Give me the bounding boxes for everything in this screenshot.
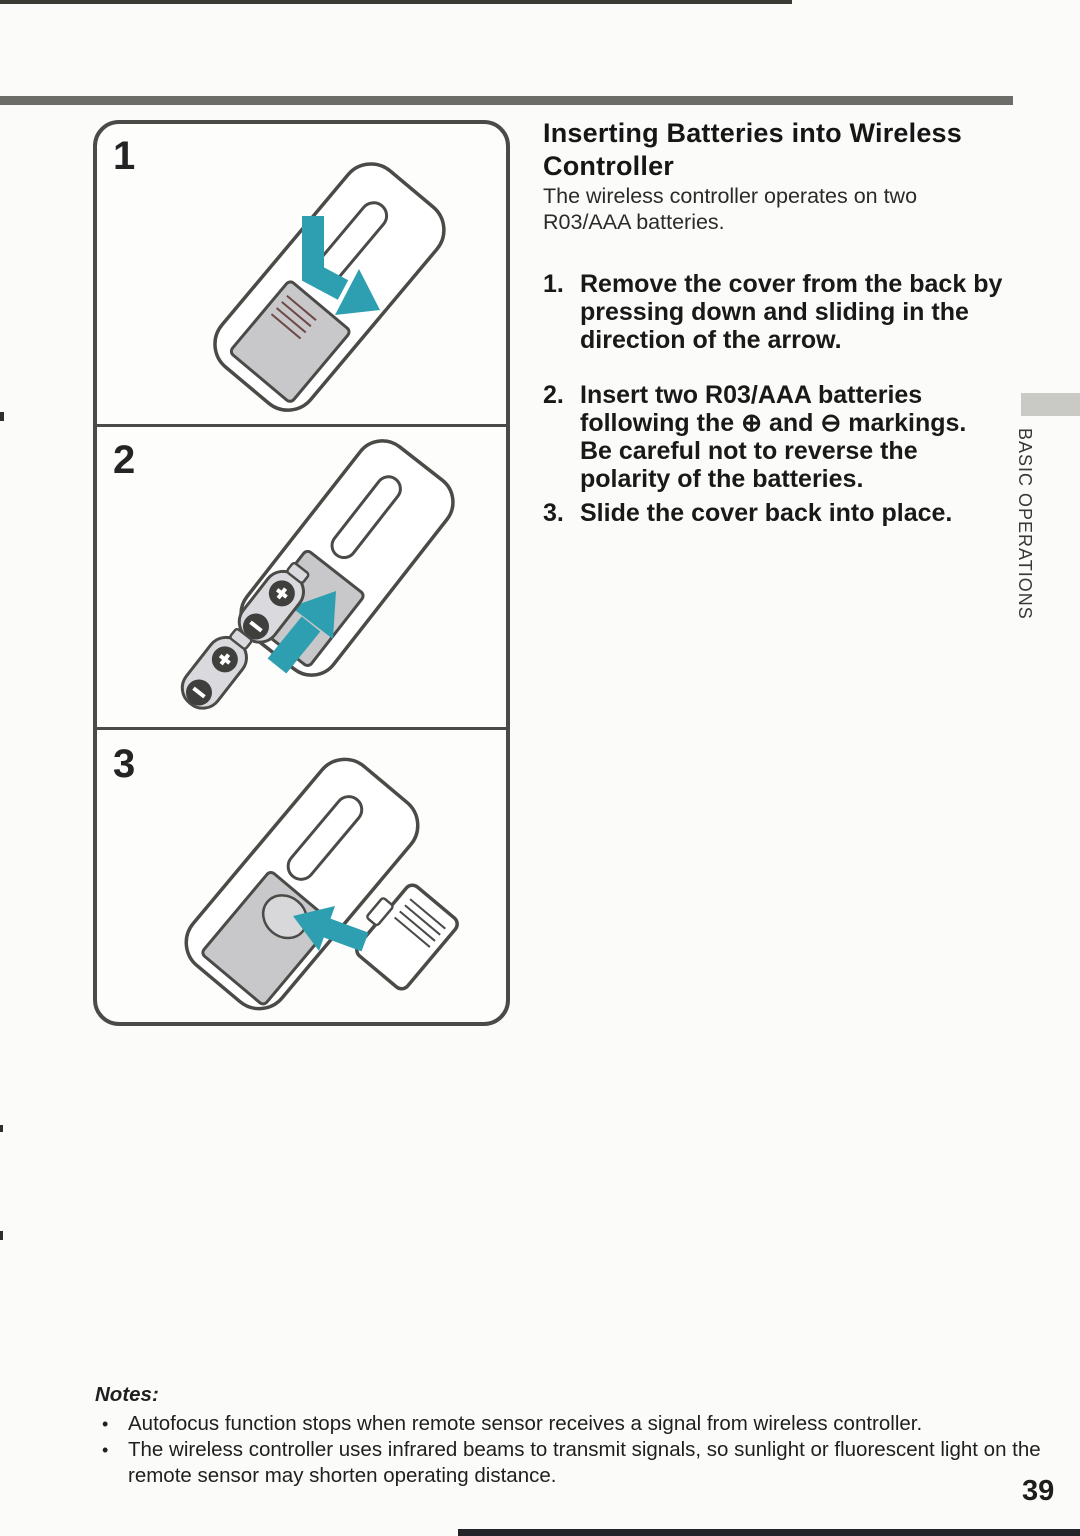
step-text-line: Remove the cover from the back by (580, 270, 1003, 298)
note-text-line: Autofocus function stops when remote sensor receives a signal from wireless controller. (128, 1412, 923, 1435)
figure-panel-frame (93, 120, 510, 1026)
scan-artifact-top (0, 0, 792, 4)
step-number: 3. (543, 499, 564, 527)
note-item (95, 1437, 1041, 1489)
instruction-step-2 (543, 381, 966, 493)
section-title-line: Inserting Batteries into Wireless (543, 118, 962, 148)
battery-icon (175, 622, 261, 716)
figure-number-3: 3 (113, 742, 136, 786)
note-item (95, 1411, 995, 1437)
figure-number-1: 1 (113, 134, 136, 178)
step-text-line: Insert two R03/AAA batteries (580, 381, 923, 409)
step-text-line: Slide the cover back into place. (580, 499, 953, 527)
bullet-icon: • (102, 1414, 109, 1434)
section-intro-line: The wireless controller operates on two (543, 184, 918, 208)
scan-speck (0, 1125, 3, 1132)
scan-artifact-bottom (458, 1529, 1080, 1536)
step-text-line: following the ⊕ and ⊖ markings. (580, 409, 967, 437)
panel-divider (97, 424, 506, 427)
step-text (580, 381, 966, 493)
scan-speck (0, 1231, 3, 1240)
instruction-step-3 (543, 499, 952, 527)
note-text-line: remote sensor may shorten operating distance. (128, 1464, 557, 1487)
figure-step2-illustration (97, 428, 506, 724)
step-text (580, 270, 1002, 354)
figure-number-2: 2 (113, 438, 136, 482)
remote-controller-illustration (230, 430, 464, 687)
note-text (128, 1411, 922, 1437)
scan-speck (0, 412, 4, 421)
step-text-line: Be careful not to reverse the (580, 437, 918, 465)
note-text (128, 1437, 1041, 1489)
section-intro-line: R03/AAA batteries. (543, 210, 725, 234)
section-edge-tab (1021, 393, 1080, 416)
instruction-step-1 (543, 270, 1002, 354)
notes-section (95, 1382, 1041, 1489)
page-number: 39 (1022, 1475, 1055, 1507)
section-label-vertical: BASIC OPERATIONS (1015, 428, 1035, 620)
step-text-line: pressing down and sliding in the (580, 298, 969, 326)
notes-title: Notes: (95, 1383, 159, 1406)
bullet-icon: • (102, 1440, 109, 1460)
section-intro (543, 183, 917, 235)
note-text-line: The wireless controller uses infrared beams to transmit signals, so sunlight or fluorescent light on the (128, 1438, 1041, 1461)
figure-step1-illustration (97, 124, 506, 420)
section-divider-rule (0, 96, 1013, 105)
step-number: 2. (543, 381, 564, 409)
section-title-line: Controller (543, 151, 675, 181)
step-number: 1. (543, 270, 564, 298)
step-text-line: polarity of the batteries. (580, 465, 864, 493)
step-text (580, 499, 952, 527)
figure-step3-illustration (97, 732, 506, 1022)
section-title (543, 117, 962, 183)
panel-divider (97, 727, 506, 730)
step-text-line: direction of the arrow. (580, 326, 842, 354)
